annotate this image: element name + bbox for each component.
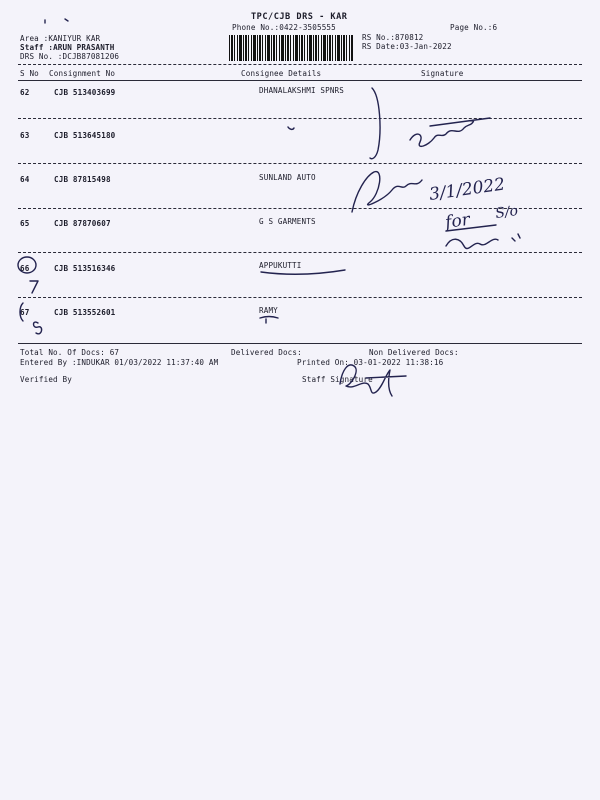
row-sno: 63 [20,131,30,140]
column-header-divider [18,80,582,81]
area-field: Area :KANIYUR KAR [20,34,101,43]
non-delivered-docs: Non Delivered Docs: [369,348,459,357]
handwritten-for: for [443,209,472,233]
underline-mark [446,225,496,231]
row-consignee: DHANALAKSHMI SPNRS [259,86,344,95]
row-consignment: CJB 513552601 [54,308,116,317]
row-sno: 62 [20,88,30,97]
rs-date: RS Date:03-Jan-2022 [362,42,452,51]
row-consignment: CJB 513645180 [54,131,116,140]
footer-divider [18,343,582,344]
staff-name: ARUN PRASANTH [53,43,115,52]
col-signature: Signature [421,69,464,78]
tick-mark [260,317,278,324]
row-divider [18,252,582,253]
header-divider [18,64,582,65]
col-sno: S No [20,69,39,78]
scan-mark [45,19,68,23]
handwritten-so: S/o [494,202,520,222]
staff-label-text: Staff : [20,43,54,52]
row-consignment: CJB 87815498 [54,175,111,184]
rs-number: RS No.:870812 [362,33,424,42]
row-sno: 64 [20,175,30,184]
row-sno: 66 [20,264,30,273]
row-sno: 67 [20,308,30,317]
col-consignment: Consignment No [49,69,116,78]
row-divider [18,297,582,298]
row-divider [18,208,582,209]
row-consignment: CJB 513403699 [54,88,116,97]
handwritten-seven [30,281,38,293]
row-sno: 65 [20,219,30,228]
row-consignee: APPUKUTTI [259,261,302,270]
entered-by: Entered By :INDUKAR 01/03/2022 11:37:40 AM [20,358,219,367]
handwritten-date: 3/1/2022 [427,174,507,205]
row-consignee: SUNLAND AUTO [259,173,316,182]
document-title: TPC/CJB DRS - KAR [251,12,348,22]
row-divider [18,163,582,164]
staff-label [20,43,114,52]
handwritten-eight [34,322,42,334]
page-number: Page No.:6 [450,23,498,32]
signature-row-64 [352,172,422,212]
row-consignment: CJB 513516346 [54,264,116,273]
col-consignee: Consignee Details [241,69,322,78]
signature-row-65 [446,234,520,249]
signature-row-63 [410,118,490,146]
row-consignment: CJB 87870607 [54,219,111,228]
staff-signature-label: Staff Signature [302,375,373,384]
printed-on: Printed On: 03-01-2022 11:38:16 [297,358,444,367]
row-consignee: RAMY [259,306,278,315]
row-consignee: G S GARMENTS [259,217,316,226]
handwritten-bracket [370,88,380,159]
barcode [229,35,353,61]
tick-mark [288,127,294,129]
phone-number: Phone No.:0422-3505555 [232,23,336,32]
row-divider [18,118,582,119]
underline-stroke [261,270,345,274]
delivered-docs: Delivered Docs: [231,348,302,357]
drs-number: DRS No. :DCJB87081206 [20,52,120,61]
total-docs: Total No. Of Docs: 67 [20,348,120,357]
verified-by: Verified By [20,375,72,384]
